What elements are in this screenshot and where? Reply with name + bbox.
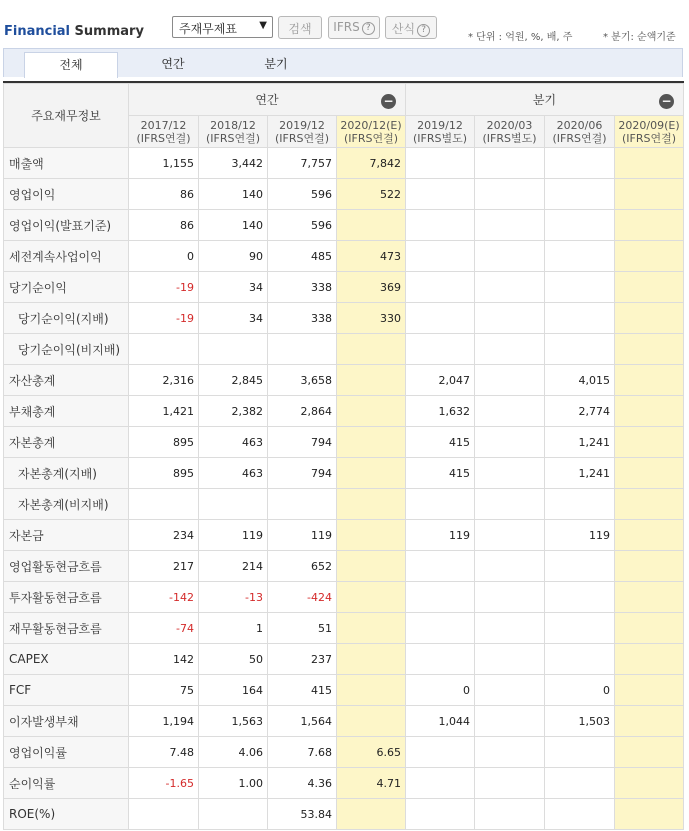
table-cell: 237	[268, 644, 337, 675]
table-cell	[475, 334, 545, 365]
table-cell: 50	[199, 644, 268, 675]
table-cell: 2,047	[406, 365, 475, 396]
row-label: 세전계속사업이익	[4, 241, 129, 272]
table-cell: -19	[129, 303, 199, 334]
period-column-header	[475, 116, 545, 148]
table-cell	[406, 179, 475, 210]
table-cell	[545, 334, 615, 365]
table-cell	[337, 210, 406, 241]
table-cell	[475, 179, 545, 210]
table-cell: 463	[199, 458, 268, 489]
table-row	[4, 179, 684, 210]
table-row	[4, 427, 684, 458]
section-title-part2: Summary	[74, 24, 144, 39]
table-row	[4, 396, 684, 427]
table-row	[4, 210, 684, 241]
table-row	[4, 520, 684, 551]
table-cell	[615, 365, 684, 396]
table-cell: 7.68	[268, 737, 337, 768]
row-label: 영업이익률	[4, 737, 129, 768]
table-cell: 473	[337, 241, 406, 272]
table-cell	[406, 148, 475, 179]
table-cell: 596	[268, 179, 337, 210]
table-cell: 895	[129, 458, 199, 489]
table-cell: 2,316	[129, 365, 199, 396]
table-cell: 86	[129, 210, 199, 241]
period-column-header	[337, 116, 406, 148]
row-label: 영업활동현금흐름	[4, 551, 129, 582]
table-cell	[337, 365, 406, 396]
table-cell	[615, 303, 684, 334]
table-cell	[475, 303, 545, 334]
table-cell: 1	[199, 613, 268, 644]
table-cell	[475, 799, 545, 830]
table-cell	[475, 241, 545, 272]
table-cell: 1,632	[406, 396, 475, 427]
table-cell	[615, 241, 684, 272]
table-cell: -424	[268, 582, 337, 613]
table-cell	[615, 148, 684, 179]
table-cell	[337, 489, 406, 520]
table-cell: 4,015	[545, 365, 615, 396]
row-label: 당기순이익(지배)	[4, 303, 129, 334]
tab-all[interactable]: 전체	[24, 52, 118, 78]
table-cell	[406, 489, 475, 520]
table-cell: 1,155	[129, 148, 199, 179]
table-cell: 1,241	[545, 458, 615, 489]
table-cell	[545, 148, 615, 179]
table-cell: 1,564	[268, 706, 337, 737]
table-cell	[268, 489, 337, 520]
table-cell	[406, 272, 475, 303]
group-header-annual-label: 연간	[255, 93, 279, 107]
table-cell	[545, 303, 615, 334]
table-cell	[199, 489, 268, 520]
table-cell	[337, 613, 406, 644]
row-label: 당기순이익	[4, 272, 129, 303]
table-cell	[545, 644, 615, 675]
period-label: 2020/06	[556, 118, 603, 132]
table-cell	[337, 644, 406, 675]
table-cell	[615, 427, 684, 458]
table-cell: 34	[199, 303, 268, 334]
table-cell	[406, 582, 475, 613]
basis-label: (IFRS별도)	[412, 131, 468, 145]
table-cell	[545, 210, 615, 241]
table-cell: 75	[129, 675, 199, 706]
table-cell: -74	[129, 613, 199, 644]
table-cell: 485	[268, 241, 337, 272]
table-row	[4, 675, 684, 706]
table-cell	[199, 799, 268, 830]
table-cell	[337, 396, 406, 427]
table-cell: 369	[337, 272, 406, 303]
row-label: 자산총계	[4, 365, 129, 396]
table-cell	[475, 675, 545, 706]
table-cell: 2,845	[199, 365, 268, 396]
financial-summary-table	[3, 81, 684, 830]
period-label: 2017/12	[140, 118, 187, 132]
table-cell: 51	[268, 613, 337, 644]
table-cell	[337, 675, 406, 706]
table-cell	[337, 799, 406, 830]
table-cell: 794	[268, 427, 337, 458]
table-cell	[545, 768, 615, 799]
row-label: 자본금	[4, 520, 129, 551]
table-cell	[475, 489, 545, 520]
table-cell	[615, 551, 684, 582]
table-cell: 895	[129, 427, 199, 458]
table-cell	[475, 582, 545, 613]
table-cell	[337, 427, 406, 458]
table-row	[4, 334, 684, 365]
table-cell: 90	[199, 241, 268, 272]
table-cell	[406, 241, 475, 272]
table-cell: 1,503	[545, 706, 615, 737]
table-cell: 1,563	[199, 706, 268, 737]
table-cell: 6.65	[337, 737, 406, 768]
group-header-annual	[129, 84, 406, 116]
table-cell	[615, 799, 684, 830]
table-cell	[615, 489, 684, 520]
row-label: 당기순이익(비지배)	[4, 334, 129, 365]
statement-type-select[interactable]	[172, 16, 273, 38]
column-header-item: 주요재무정보	[4, 84, 129, 148]
period-column-header	[199, 116, 268, 148]
table-cell: 0	[129, 241, 199, 272]
table-cell	[615, 520, 684, 551]
table-cell: -19	[129, 272, 199, 303]
table-cell	[475, 613, 545, 644]
table-cell: 7,757	[268, 148, 337, 179]
table-row	[4, 489, 684, 520]
basis-label: (IFRS연결)	[621, 131, 677, 145]
table-cell	[475, 272, 545, 303]
table-row	[4, 644, 684, 675]
table-cell	[406, 737, 475, 768]
table-cell	[406, 799, 475, 830]
basis-label: (IFRS연결)	[205, 131, 261, 145]
table-cell	[475, 458, 545, 489]
table-cell: 3,442	[199, 148, 268, 179]
table-cell	[475, 737, 545, 768]
table-cell	[406, 613, 475, 644]
table-cell	[615, 396, 684, 427]
table-cell: 2,864	[268, 396, 337, 427]
table-cell	[475, 210, 545, 241]
table-cell: 338	[268, 303, 337, 334]
table-cell: 7.48	[129, 737, 199, 768]
table-cell: 0	[545, 675, 615, 706]
row-label: 영업이익	[4, 179, 129, 210]
table-cell: 142	[129, 644, 199, 675]
table-cell	[337, 458, 406, 489]
period-tabs	[3, 48, 683, 77]
group-header-quarter-label: 분기	[532, 93, 557, 107]
period-label: 2019/12	[417, 118, 463, 132]
table-cell: 119	[545, 520, 615, 551]
statement-type-value: 주재무제표	[179, 22, 237, 36]
row-label: 순이익률	[4, 768, 129, 799]
ifrs-button-label: IFRS	[333, 20, 360, 34]
table-cell: 4.06	[199, 737, 268, 768]
summary-header	[0, 0, 689, 48]
basis-label: (IFRS연결)	[552, 131, 607, 145]
table-cell	[406, 303, 475, 334]
period-label: 2020/12(E)	[340, 118, 402, 132]
table-cell	[615, 179, 684, 210]
table-cell	[406, 334, 475, 365]
table-row	[4, 148, 684, 179]
table-cell	[475, 706, 545, 737]
period-column-header	[129, 116, 199, 148]
table-cell	[615, 675, 684, 706]
table-cell	[615, 768, 684, 799]
table-cell	[406, 551, 475, 582]
basis-label: (IFRS연결)	[136, 131, 191, 145]
table-cell: 86	[129, 179, 199, 210]
table-cell	[199, 334, 268, 365]
table-cell	[475, 396, 545, 427]
help-icon: ?	[362, 22, 375, 35]
table-cell	[545, 272, 615, 303]
table-cell	[337, 582, 406, 613]
formula-button-label: 산식	[391, 22, 416, 36]
table-cell	[545, 241, 615, 272]
table-cell	[129, 799, 199, 830]
table-cell	[545, 551, 615, 582]
table-row	[4, 613, 684, 644]
table-cell: -142	[129, 582, 199, 613]
help-icon: ?	[417, 24, 430, 37]
table-row	[4, 737, 684, 768]
table-cell: 652	[268, 551, 337, 582]
period-column-header	[615, 116, 684, 148]
table-cell	[475, 365, 545, 396]
table-cell	[406, 768, 475, 799]
financial-rows	[4, 148, 684, 830]
table-cell: 330	[337, 303, 406, 334]
table-cell: 34	[199, 272, 268, 303]
table-cell: 217	[129, 551, 199, 582]
basis-label: (IFRS연결)	[274, 131, 330, 145]
row-label: 자본총계	[4, 427, 129, 458]
table-cell: 415	[268, 675, 337, 706]
table-cell: 1,241	[545, 427, 615, 458]
unit-note: * 단위 : 억원, %, 배, 주	[468, 32, 573, 43]
table-cell	[545, 613, 615, 644]
table-cell	[475, 644, 545, 675]
tab-annual[interactable]: 연간	[161, 57, 185, 71]
table-cell	[615, 582, 684, 613]
table-cell: 2,382	[199, 396, 268, 427]
group-header-quarter	[406, 84, 684, 116]
table-cell: 164	[199, 675, 268, 706]
table-row	[4, 458, 684, 489]
table-cell: 119	[199, 520, 268, 551]
table-cell: 53.84	[268, 799, 337, 830]
row-label: 재무활동현금흐름	[4, 613, 129, 644]
table-cell: 596	[268, 210, 337, 241]
formula-help-button[interactable]	[385, 16, 437, 39]
row-label: ROE(%)	[4, 799, 129, 830]
table-cell	[615, 706, 684, 737]
table-row	[4, 799, 684, 830]
period-label: 2019/12	[279, 118, 325, 132]
basis-label: (IFRS별도)	[482, 131, 537, 145]
table-cell	[615, 458, 684, 489]
table-cell: 1.00	[199, 768, 268, 799]
period-column-header	[268, 116, 337, 148]
section-title	[4, 24, 144, 39]
table-cell	[406, 644, 475, 675]
table-cell	[337, 551, 406, 582]
table-cell	[475, 768, 545, 799]
table-cell: 214	[199, 551, 268, 582]
tab-quarterly[interactable]: 분기	[264, 57, 288, 71]
quarter-basis-note: * 분기: 순액기준	[603, 32, 676, 43]
table-cell: 415	[406, 427, 475, 458]
ifrs-help-button[interactable]	[328, 16, 380, 39]
table-cell	[337, 706, 406, 737]
table-cell	[337, 334, 406, 365]
row-label: 자본총계(지배)	[4, 458, 129, 489]
table-cell	[337, 520, 406, 551]
table-cell: 522	[337, 179, 406, 210]
row-label: 투자활동현금흐름	[4, 582, 129, 613]
chevron-down-icon: ▼	[259, 20, 267, 31]
row-label: 자본총계(비지배)	[4, 489, 129, 520]
table-cell: 140	[199, 179, 268, 210]
table-cell: 4.36	[268, 768, 337, 799]
table-row	[4, 272, 684, 303]
table-cell: 1,421	[129, 396, 199, 427]
period-column-header	[545, 116, 615, 148]
period-label: 2020/09(E)	[618, 118, 680, 132]
table-cell: -13	[199, 582, 268, 613]
table-cell: 1,194	[129, 706, 199, 737]
table-row	[4, 551, 684, 582]
table-cell	[545, 179, 615, 210]
table-cell: 119	[406, 520, 475, 551]
search-button-label: 검색	[288, 22, 312, 36]
table-row	[4, 582, 684, 613]
table-cell: 234	[129, 520, 199, 551]
table-cell: 140	[199, 210, 268, 241]
table-row	[4, 365, 684, 396]
table-cell: 2,774	[545, 396, 615, 427]
table-cell: 7,842	[337, 148, 406, 179]
table-cell: 119	[268, 520, 337, 551]
collapse-quarter-icon[interactable]: −	[659, 94, 674, 109]
table-cell	[475, 148, 545, 179]
row-label: FCF	[4, 675, 129, 706]
period-column-header	[406, 116, 475, 148]
table-cell	[129, 334, 199, 365]
row-label: 매출액	[4, 148, 129, 179]
row-label: 영업이익(발표기준)	[4, 210, 129, 241]
table-cell: 0	[406, 675, 475, 706]
row-label: 부채총계	[4, 396, 129, 427]
table-row	[4, 241, 684, 272]
table-cell	[615, 644, 684, 675]
table-cell	[406, 210, 475, 241]
row-label: 이자발생부채	[4, 706, 129, 737]
table-cell	[545, 799, 615, 830]
table-cell	[129, 489, 199, 520]
table-cell	[475, 427, 545, 458]
table-cell	[615, 334, 684, 365]
table-cell: 415	[406, 458, 475, 489]
table-cell	[615, 737, 684, 768]
basis-label: (IFRS연결)	[343, 131, 399, 145]
row-label: CAPEX	[4, 644, 129, 675]
table-cell: 338	[268, 272, 337, 303]
table-row	[4, 768, 684, 799]
table-cell	[615, 272, 684, 303]
table-cell	[615, 613, 684, 644]
period-label: 2020/03	[486, 118, 533, 132]
table-cell: -1.65	[129, 768, 199, 799]
table-cell	[545, 582, 615, 613]
table-cell	[545, 489, 615, 520]
table-row	[4, 706, 684, 737]
table-cell	[475, 551, 545, 582]
table-cell	[545, 737, 615, 768]
table-cell: 4.71	[337, 768, 406, 799]
table-cell: 3,658	[268, 365, 337, 396]
table-cell	[615, 210, 684, 241]
table-cell: 1,044	[406, 706, 475, 737]
table-cell	[475, 520, 545, 551]
period-label: 2018/12	[210, 118, 256, 132]
table-cell: 794	[268, 458, 337, 489]
table-cell	[268, 334, 337, 365]
search-button[interactable]	[278, 16, 322, 39]
collapse-annual-icon[interactable]: −	[381, 94, 396, 109]
section-title-part1: Financial	[4, 24, 71, 39]
table-row	[4, 303, 684, 334]
table-cell: 463	[199, 427, 268, 458]
